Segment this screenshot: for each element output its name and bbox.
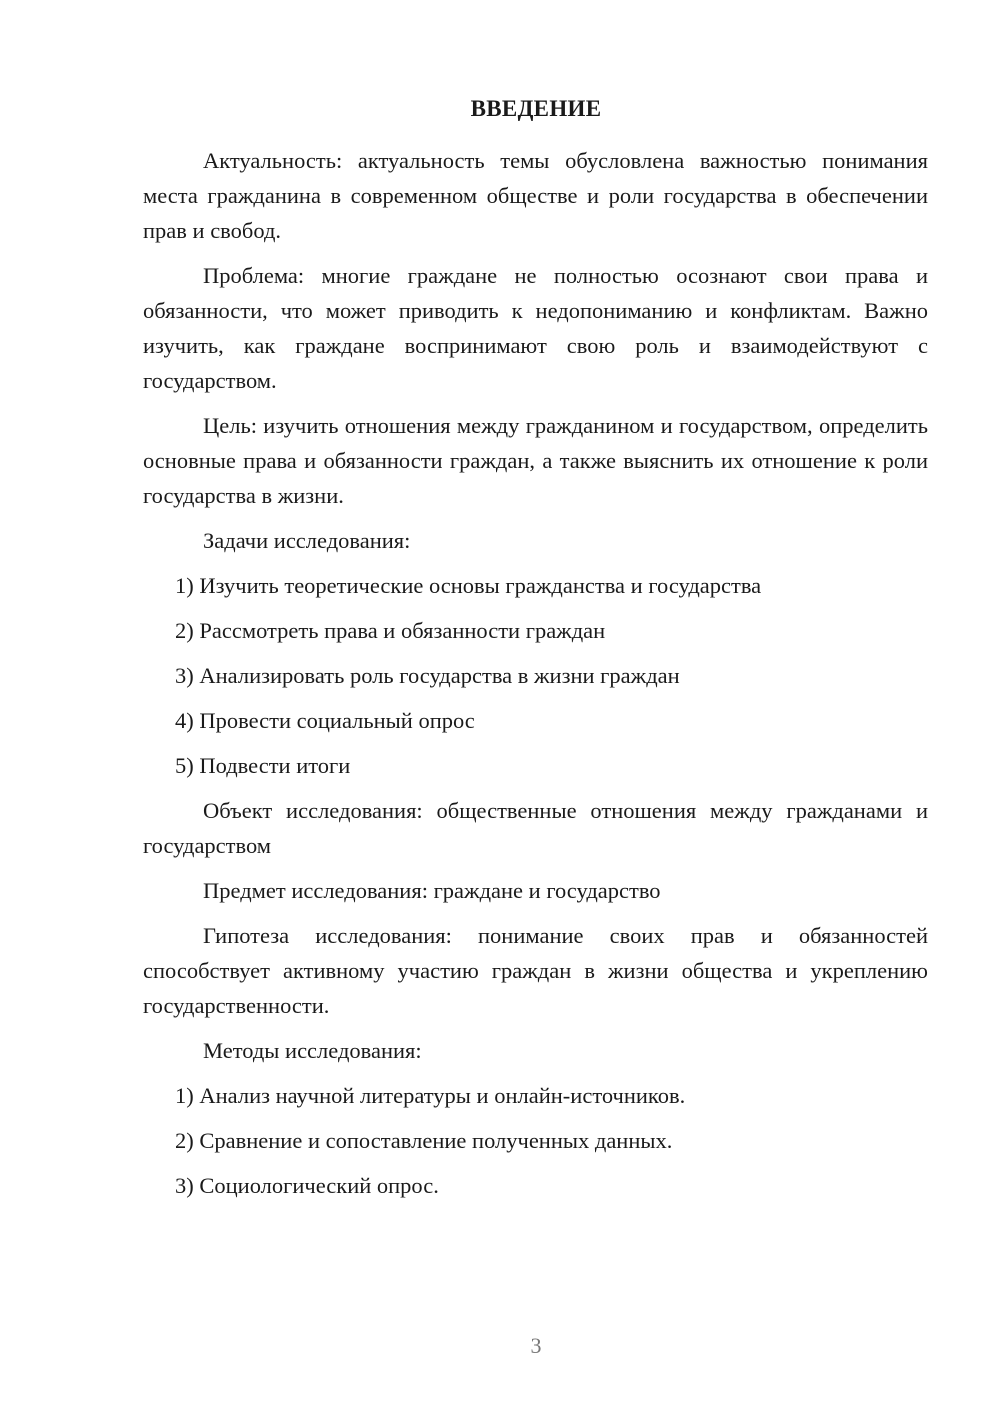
document-body bbox=[143, 143, 928, 1213]
problem-paragraph: Проблема: многие граждане не полностью осознают свои права и обязанности, что может приводить к недопониманию и конфликтам. Важно изучить, как граждане воспринимают свою роль и взаимодействуют с государством. bbox=[143, 263, 928, 393]
list-item: 5) Подвести итоги bbox=[175, 753, 351, 778]
list-item: 1) Изучить теоретические основы гражданства и государства bbox=[175, 573, 762, 598]
methods-heading: Методы исследования: bbox=[203, 1038, 422, 1063]
tasks-list bbox=[143, 568, 928, 783]
subject-paragraph: Предмет исследования: граждане и государство bbox=[203, 878, 661, 903]
list-item: 3) Социологический опрос. bbox=[175, 1173, 439, 1198]
list-item: 3) Анализировать роль государства в жизни граждан bbox=[175, 663, 680, 688]
page-number: 3 bbox=[530, 1333, 542, 1358]
list-item: 4) Провести социальный опрос bbox=[175, 708, 475, 733]
goal-paragraph: Цель: изучить отношения между гражданином и государством, определить основные права и обязанности граждан, а также выяснить их отношение к роли государства в жизни. bbox=[143, 413, 928, 508]
list-item: 1) Анализ научной литературы и онлайн-источников. bbox=[175, 1083, 686, 1108]
section-title: ВВЕДЕНИЕ bbox=[470, 96, 602, 121]
list-item: 2) Сравнение и сопоставление полученных данных. bbox=[175, 1128, 673, 1153]
tasks-heading: Задачи исследования: bbox=[203, 528, 411, 553]
methods-list bbox=[143, 1078, 928, 1203]
list-item: 2) Рассмотреть права и обязанности граждан bbox=[175, 618, 606, 643]
relevance-paragraph: Актуальность: актуальность темы обусловлена важностью понимания места гражданина в современном обществе и роли государства в обеспечении прав и свобод. bbox=[143, 148, 928, 243]
hypothesis-paragraph: Гипотеза исследования: понимание своих прав и обязанностей способствует активному участию граждан в жизни общества и укреплению государственности. bbox=[143, 923, 928, 1018]
object-paragraph: Объект исследования: общественные отношения между гражданами и государством bbox=[143, 798, 928, 858]
